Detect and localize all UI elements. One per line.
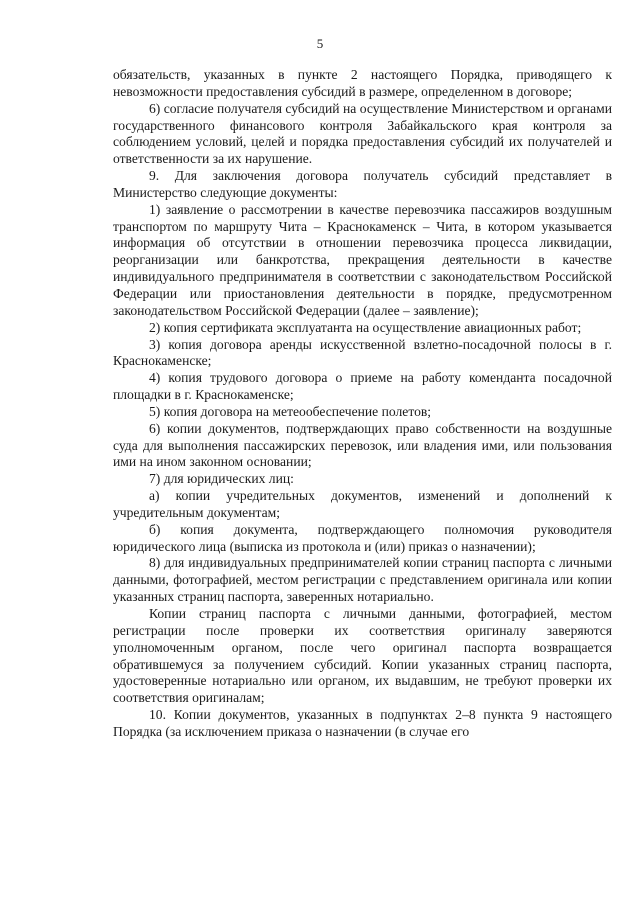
paragraph-item-6-aircraft-ownership: 6) копии документов, подтверждающих право собственности на воздушные суда для выполнения пассажирских перевозок, или владения ими, или пользования ими на ином законном основании; [113,420,612,470]
paragraph-subitem-b: б) копия документа, подтверждающего полномочия руководителя юридического лица (выписка из протокола и (или) приказ о назначении); [113,521,612,554]
paragraph-item-3-runway-lease: 3) копия договора аренды искусственной взлетно-посадочной полосы в г. Краснокаменске; [113,336,612,369]
document-body [113,67,612,741]
paragraph-item-4-labor-contract: 4) копия трудового договора о приеме на работу коменданта посадочной площадки в г. Краснокаменске; [113,370,612,403]
paragraph-item-5-weather-contract: 5) копия договора на метеообеспечение полетов; [149,403,432,419]
paragraph-clause-9: 9. Для заключения договора получатель субсидий представляет в Министерство следующие документы: [113,168,612,200]
paragraph-passport-copies: Копии страниц паспорта с личными данными, фотографией, местом регистрации после проверки их соответствия оригиналу заверяются уполномоченным органом, после чего оригинал паспорта возвращается обратившемуся за получением субсидий. Копии указанных страниц паспорта, удостоверенные нотариально или органом, их выдавшим, не требуют проверки их соответствия оригиналам; [113,606,612,706]
paragraph-continuation: обязательств, указанных в пункте 2 настоящего Порядка, приводящего к невозможности предоставления субсидий в размере, определенном в договоре; [113,67,612,99]
paragraph-item-8-entrepreneurs: 8) для индивидуальных предпринимателей копии страниц паспорта с личными данными, фотографией, местом регистрации с представлением оригинала или копии указанных страниц паспорта, заверенных нотариально. [113,555,612,605]
paragraph-clause-10: 10. Копии документов, указанных в подпунктах 2–8 пункта 9 настоящего Порядка (за исключением приказа о назначении (в случае его [113,707,612,739]
page-number: 5 [316,36,324,51]
paragraph-item-2-certificate: 2) копия сертификата эксплуатанта на осуществление авиационных работ; [149,319,582,335]
paragraph-item-1-application: 1) заявление о рассмотрении в качестве перевозчика пассажиров воздушным транспортом по маршруту Чита – Краснокаменск – Чита, в котором указывается информация об отсутствии в отношении перевозчика процесса ликвидации, реорганизации или банкротства, прекращения деятельности в качестве индивидуального предпринимателя в соответствии с законодательством Российской Федерации или приостановления деятельности в порядке, предусмотренном законодательством Российской Федерации (далее – заявление); [113,201,612,318]
paragraph-subitem-a: а) копии учредительных документов, изменений и дополнений к учредительным документам; [113,488,612,520]
paragraph-item-6-consent: 6) согласие получателя субсидий на осуществление Министерством и органами государственного финансового контроля Забайкальского края контроля за соблюдением условий, целей и порядка предоставления субсидий их получателей и ответственности за их нарушение. [113,100,612,167]
paragraph-item-7-legal-entities: 7) для юридических лиц: [149,471,294,487]
